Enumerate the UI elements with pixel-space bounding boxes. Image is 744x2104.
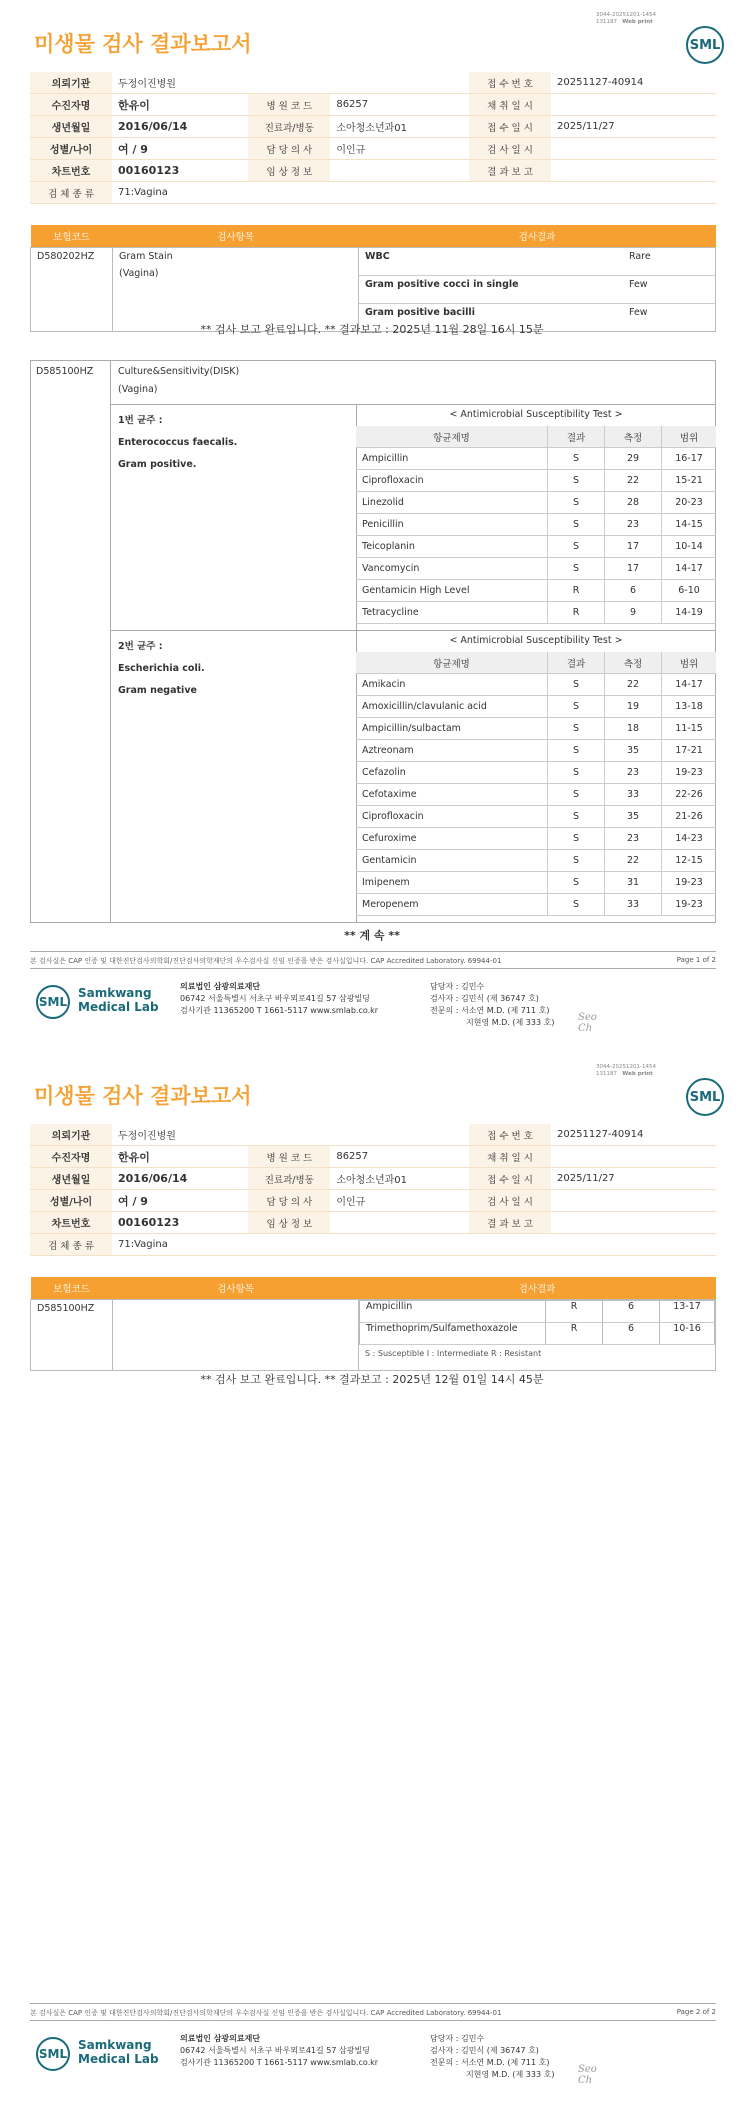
continued-note: ** 계 속 ** xyxy=(344,929,400,942)
zone-measure: 29 xyxy=(605,448,662,470)
antibiotic-row xyxy=(356,784,716,806)
antibiotic-row xyxy=(356,448,716,470)
sir-result: S xyxy=(548,850,605,872)
sir-result: S xyxy=(548,536,605,558)
breakpoint-range: 14-17 xyxy=(662,558,717,580)
continued-result-table: 보험코드 검사항목 검사결과 D585100HZ Ampicillin R 6 13-17 Trimethoprim/Sulfamethoxazole R 6 10-16 S : Susceptible I : Intermediate R : Resistant xyxy=(30,1277,716,1371)
zone-measure: 23 xyxy=(605,828,662,850)
breakpoint-range: 17-21 xyxy=(662,740,717,762)
breakpoint-range: 19-23 xyxy=(662,762,717,784)
antibiotic-row xyxy=(356,762,716,784)
antibiotic-name: Gentamicin High Level xyxy=(356,580,548,602)
breakpoint-range: 10-16 xyxy=(660,1323,715,1345)
report-title-2: 미생물 검사 결과보고서 xyxy=(34,1084,252,1108)
antibiotic-name: Ciprofloxacin xyxy=(356,806,548,828)
zone-measure: 33 xyxy=(605,894,662,916)
report-complete-note-2: ** 검사 보고 완료입니다. ** 결과보고 : 2025년 12월 01일 14시 45분 xyxy=(200,1373,544,1386)
cert-line-1: 본 검사실은 CAP 인증 및 대한진단검사의학회/진단검사의학재단의 우수검사실 신임 인증을 받은 검사실입니다. CAP Accredited Laboratory. 69944-01 Page 1 of 2 xyxy=(30,956,716,965)
sir-result: S xyxy=(548,828,605,850)
antibiotic-row xyxy=(356,558,716,580)
antibiotic-row xyxy=(356,674,716,696)
footer-brand-1: Samkwang Medical Lab xyxy=(78,986,159,1014)
report-page-2 xyxy=(0,1052,744,2104)
antibiotic-name: Cefuroxime xyxy=(356,828,548,850)
zone-measure: 22 xyxy=(605,850,662,872)
antibiotic-name: Imipenem xyxy=(356,872,548,894)
footer-brand-2: Samkwang Medical Lab xyxy=(78,2038,159,2066)
antibiotic-name: Penicillin xyxy=(356,514,548,536)
antibiotic-row xyxy=(356,492,716,514)
report-title: 미생물 검사 결과보고서 xyxy=(34,32,252,56)
antibiotic-name: Cefotaxime xyxy=(356,784,548,806)
footer-logo-1: SML xyxy=(36,985,70,1019)
breakpoint-range: 21-26 xyxy=(662,806,717,828)
culture-test: Culture&Sensitivity(DISK) xyxy=(118,366,240,377)
zone-measure: 17 xyxy=(605,558,662,580)
antibiotic-name: Tetracycline xyxy=(356,602,548,624)
antibiotic-row xyxy=(356,580,716,602)
antibiotic-row xyxy=(356,806,716,828)
sir-result: S xyxy=(548,784,605,806)
sir-result: R xyxy=(548,580,605,602)
ast-table-2: 항균제명 결과 측정 범위 Amikacin S 22 14-17 Amoxicillin/clavulanic acid S 19 13-18 Ampicillin/sulbactam S 18 11-15 Aztreonam S 35 17-21 Cefazolin S 23 19-23 Cefotaxime S 33 22-26 Ciprofloxacin S 35 21-26 Cefuroxime S 23 14-23 Gentamicin S 22 12-15 Imipenem S 31 19-23 Meropenem S 33 19-23 xyxy=(356,652,716,916)
antibiotic-name: Vancomycin xyxy=(356,558,548,580)
antibiotic-row xyxy=(356,740,716,762)
culture-code: D585100HZ xyxy=(36,366,94,377)
print-stamp: 3044-20251201-1454 131187 Web print xyxy=(596,12,656,25)
sir-result: S xyxy=(548,762,605,784)
breakpoint-range: 20-23 xyxy=(662,492,717,514)
sir-result: S xyxy=(548,894,605,916)
organism-2-info: 2번 균주 : Escherichia coli. Gram negative xyxy=(118,641,205,696)
antibiotic-name: Ampicillin/sulbactam xyxy=(356,718,548,740)
antibiotic-row xyxy=(360,1301,715,1323)
sml-logo-2: SML xyxy=(686,1078,724,1116)
antibiotic-name: Ampicillin xyxy=(360,1301,546,1323)
patient-header-table-2: 의뢰기관 두정이진병원 접 수 번 호 20251127-40914 수진자명 한유이 병 원 코 드 86257 채 취 일 시 생년월일 2016/06/14 진료과/병동 소아청소년과01 접 수 일 시 2025/11/27 성별/나이 여 / 9 담 당 의 사 이인규 검 사 일 시 차트번호 00160123 임 상 정 보 결 과 보 고 검 체 종 류 71:Vagina xyxy=(30,1124,716,1256)
zone-measure: 23 xyxy=(605,762,662,784)
zone-measure: 35 xyxy=(605,740,662,762)
cert-line-2: 본 검사실은 CAP 인증 및 대한진단검사의학회/진단검사의학재단의 우수검사실 신임 인증을 받은 검사실입니다. CAP Accredited Laboratory. 69944-01 Page 2 of 2 xyxy=(30,2008,716,2017)
breakpoint-range: 14-15 xyxy=(662,514,717,536)
antibiotic-row xyxy=(356,718,716,740)
sml-logo: SML xyxy=(686,26,724,64)
sir-result: S xyxy=(548,696,605,718)
zone-measure: 19 xyxy=(605,696,662,718)
antibiotic-row xyxy=(356,602,716,624)
sir-result: S xyxy=(548,558,605,580)
sir-result: S xyxy=(548,674,605,696)
breakpoint-range: 15-21 xyxy=(662,470,717,492)
antibiotic-row xyxy=(356,696,716,718)
antibiotic-name: Cefazolin xyxy=(356,762,548,784)
zone-measure: 6 xyxy=(603,1323,660,1345)
sir-result: R xyxy=(546,1301,603,1323)
antibiotic-row xyxy=(356,536,716,558)
breakpoint-range: 14-17 xyxy=(662,674,717,696)
antibiotic-name: Meropenem xyxy=(356,894,548,916)
antibiotic-row xyxy=(356,470,716,492)
culture-spec: (Vagina) xyxy=(118,384,158,395)
antibiotic-name: Amikacin xyxy=(356,674,548,696)
zone-measure: 6 xyxy=(605,580,662,602)
gram-stain-table: 보험코드 검사항목 검사결과 D580202HZ Gram Stain (Vagina) WBC Rare Gram positive cocci in single Few Gram positive bacilli Few xyxy=(30,225,716,332)
ast-title-1: < Antimicrobial Susceptibility Test > xyxy=(449,409,623,420)
zone-measure: 17 xyxy=(605,536,662,558)
sir-result: S xyxy=(548,470,605,492)
breakpoint-range: 14-19 xyxy=(662,602,717,624)
zone-measure: 28 xyxy=(605,492,662,514)
antibiotic-name: Ampicillin xyxy=(356,448,548,470)
breakpoint-range: 19-23 xyxy=(662,894,717,916)
antibiotic-name: Amoxicillin/clavulanic acid xyxy=(356,696,548,718)
zone-measure: 18 xyxy=(605,718,662,740)
breakpoint-range: 19-23 xyxy=(662,872,717,894)
antibiotic-name: Trimethoprim/Sulfamethoxazole xyxy=(360,1323,546,1345)
breakpoint-range: 13-17 xyxy=(660,1301,715,1323)
breakpoint-range: 12-15 xyxy=(662,850,717,872)
sir-result: S xyxy=(548,740,605,762)
antibiotic-row xyxy=(360,1323,715,1345)
print-stamp-2: 3044-20251201-1454 131187 Web print xyxy=(596,1064,656,1077)
footer-staff-1: 담당자 : 김민수 검사자 : 김민식 (제 36747 호) 전문의 : 서소연 M.D. (제 711 호) 지현영 M.D. (제 333 호) xyxy=(430,982,555,1027)
zone-measure: 33 xyxy=(605,784,662,806)
zone-measure: 31 xyxy=(605,872,662,894)
zone-measure: 35 xyxy=(605,806,662,828)
footer-address-2: 의료법인 삼광의료재단 06742 서울특별시 서초구 바우뫼로41길 57 삼광빌딩 검사기관 11365200 T 1661-5117 www.smlab.co.kr xyxy=(180,2034,379,2067)
antibiotic-name: Aztreonam xyxy=(356,740,548,762)
antibiotic-row xyxy=(356,850,716,872)
sir-result: S xyxy=(548,872,605,894)
breakpoint-range: 22-26 xyxy=(662,784,717,806)
sir-result: S xyxy=(548,806,605,828)
antibiotic-name: Teicoplanin xyxy=(356,536,548,558)
zone-measure: 23 xyxy=(605,514,662,536)
breakpoint-range: 10-14 xyxy=(662,536,717,558)
breakpoint-range: 13-18 xyxy=(662,696,717,718)
breakpoint-range: 11-15 xyxy=(662,718,717,740)
breakpoint-range: 6-10 xyxy=(662,580,717,602)
breakpoint-range: 14-23 xyxy=(662,828,717,850)
sir-result: S xyxy=(548,492,605,514)
breakpoint-range: 16-17 xyxy=(662,448,717,470)
antibiotic-row xyxy=(356,872,716,894)
sir-result: R xyxy=(548,602,605,624)
zone-measure: 22 xyxy=(605,674,662,696)
signature-1: Seo Ch xyxy=(578,1012,597,1034)
sir-result: S xyxy=(548,718,605,740)
footer-staff-2: 담당자 : 김민수 검사자 : 김민식 (제 36747 호) 전문의 : 서소연 M.D. (제 711 호) 지현영 M.D. (제 333 호) xyxy=(430,2034,555,2079)
organism-1-info: 1번 균주 : Enterococcus faecalis. Gram positive. xyxy=(118,415,238,470)
antibiotic-row xyxy=(356,514,716,536)
sir-result: S xyxy=(548,514,605,536)
ast-title-2: < Antimicrobial Susceptibility Test > xyxy=(449,635,623,646)
zone-measure: 22 xyxy=(605,470,662,492)
zone-measure: 9 xyxy=(605,602,662,624)
report-complete-note-1: ** 검사 보고 완료입니다. ** 결과보고 : 2025년 11월 28일 16시 15분 xyxy=(200,323,544,336)
patient-header-table: 의뢰기관 두정이진병원 접 수 번 호 20251127-40914 수진자명 한유이 병 원 코 드 86257 채 취 일 시 생년월일 2016/06/14 진료과/병동 소아청소년과01 접 수 일 시 2025/11/27 성별/나이 여 / 9 담 당 의 사 이인규 검 사 일 시 차트번호 00160123 임 상 정 보 결 과 보 고 검 체 종 류 71:Vagina xyxy=(30,72,716,204)
footer-logo-2: SML xyxy=(36,2037,70,2071)
sir-result: R xyxy=(546,1323,603,1345)
signature-2: Seo Ch xyxy=(578,2064,597,2086)
antibiotic-name: Linezolid xyxy=(356,492,548,514)
ast-table-1: 항균제명 결과 측정 범위 Ampicillin S 29 16-17 Ciprofloxacin S 22 15-21 Linezolid S 28 20-23 Penicillin S 23 14-15 Teicoplanin S 17 10-14 Vancomycin S 17 14-17 Gentamicin High Level R 6 6-10 Tetracycline R 9 14-19 xyxy=(356,426,716,624)
antibiotic-name: Ciprofloxacin xyxy=(356,470,548,492)
antibiotic-row xyxy=(356,828,716,850)
antibiotic-name: Gentamicin xyxy=(356,850,548,872)
antibiotic-row xyxy=(356,894,716,916)
legend: S : Susceptible I : Intermediate R : Resistant xyxy=(365,1349,542,1358)
sir-result: S xyxy=(548,448,605,470)
footer-address-1: 의료법인 삼광의료재단 06742 서울특별시 서초구 바우뫼로41길 57 삼광빌딩 검사기관 11365200 T 1661-5117 www.smlab.co.kr xyxy=(180,982,379,1015)
zone-measure: 6 xyxy=(603,1301,660,1323)
